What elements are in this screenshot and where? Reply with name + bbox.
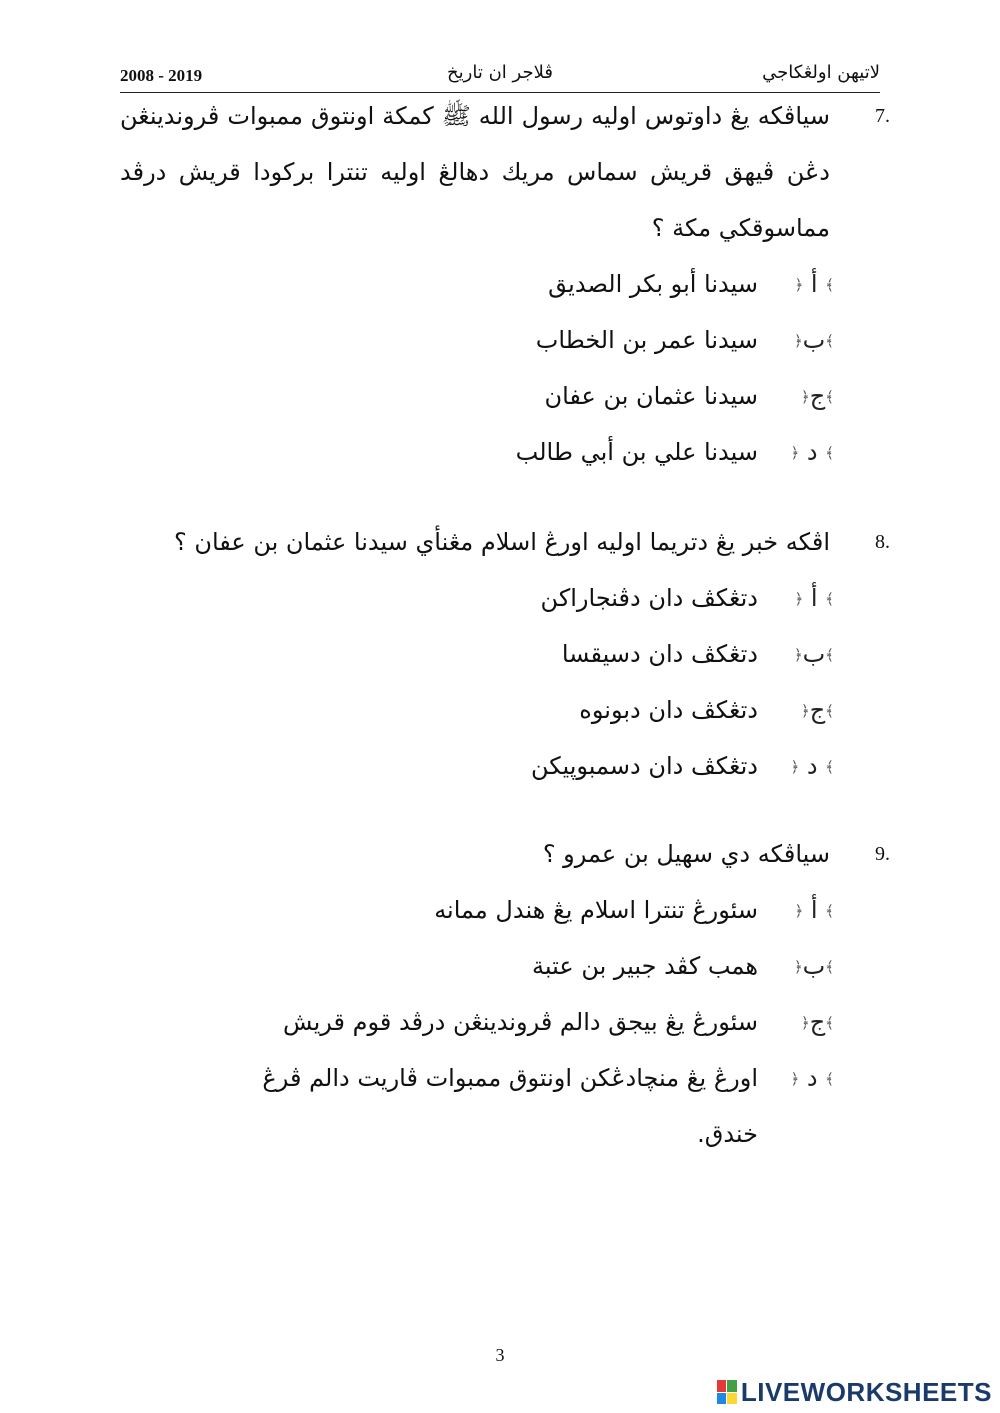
option-label: ﴾ج﴿ [800,1008,834,1036]
question-line [100,826,890,882]
option-label: ﴾ د ﴿ [790,1064,834,1092]
question-8 [100,514,890,794]
option-label: ﴾ د ﴿ [790,752,834,780]
option-text: دتڠكڤ دان دڤنجاراكن [540,584,758,612]
option-text: سئورڠ تنترا اسلام يڠ هندل ممانه [434,896,758,924]
option-label: ﴾ج﴿ [800,382,834,410]
option-b[interactable] [100,312,890,368]
option-label: ﴾ج﴿ [800,696,834,724]
question-number: 7. [875,105,890,127]
option-b[interactable] [100,626,890,682]
option-text: سيدنا أبو بكر الصديق [548,270,758,298]
header-subject: ڤلاجر ان تاريخ [447,62,553,83]
option-text: سئورڠ يڠ بيجق دالم ڤروندينڠن درڤد قوم قريش [282,1008,758,1036]
liveworksheets-logo-icon [717,1380,737,1404]
watermark-text: LIVEWORKSHEETS [740,1376,992,1407]
option-text: سيدنا عثمان بن عفان [544,382,758,410]
option-b[interactable] [100,938,890,994]
option-d[interactable] [100,1050,890,1106]
option-text: دتڠكڤ دان دسيقسا [561,640,758,668]
liveworksheets-watermark [717,1377,992,1407]
option-label: ﴾ أ ﴿ [794,896,834,924]
question-text: دڠن ڤيهق قريش سماس مريك دهالڠ اوليه تنترا بركودا قريش درڤد [120,158,830,186]
logo-square-yellow [727,1393,737,1405]
option-label: ﴾ب﴿ [793,326,834,354]
option-text: خندق. [697,1120,758,1148]
option-d[interactable] [100,424,890,480]
option-c[interactable] [100,994,890,1050]
question-7 [100,88,890,480]
question-line [100,144,890,200]
question-number: 9. [875,843,890,865]
option-label: ﴾ د ﴿ [790,438,834,466]
header-years: 2008 - 2019 [120,66,203,85]
option-c[interactable] [100,682,890,738]
option-a[interactable] [100,570,890,626]
option-d[interactable] [100,738,890,794]
option-text: سيدنا علي بن أبي طالب [515,438,758,466]
question-line [100,200,890,256]
option-text: سيدنا عمر بن الخطاب [535,326,758,354]
question-line [100,514,890,570]
option-label: ﴾ أ ﴿ [794,584,834,612]
option-a[interactable] [100,256,890,312]
logo-square-green [727,1380,737,1392]
question-text: اڤكه خبر يڠ دتريما اوليه اورڠ اسلام مڠنأي سيدنا عثمان بن عفان ؟ [173,528,830,556]
option-c[interactable] [100,368,890,424]
page-number: 3 [495,1345,505,1365]
option-label: ﴾ب﴿ [793,952,834,980]
logo-square-blue [717,1393,727,1405]
option-text: همب كڤد جبير بن عتبة [532,952,758,980]
option-text: دتڠكڤ دان دسمبوڽيکن [530,752,758,780]
option-label: ﴾ أ ﴿ [794,270,834,298]
ornament-open: ﴾ [825,276,834,294]
question-number: 8. [875,531,890,553]
header-title: لاتيهن اولڠكاجي [762,62,880,83]
question-text: سياڤكه يڠ داوتوس اوليه رسول الله ﷺ كمكة اونتوق ممبوات ڤروندينڠن [120,102,830,130]
option-label: ﴾ب﴿ [793,640,834,668]
logo-square-red [717,1380,727,1392]
option-text: اورڠ يڠ منچادڠكن اونتوق ممبوات ڤاريت دالم ڤرڠ [262,1064,758,1092]
ornament-close: ﴿ [794,276,804,294]
option-text: دتڠكڤ دان دبونوه [579,696,758,724]
question-text: مماسوقکي مكة ؟ [651,214,830,242]
option-a[interactable] [100,882,890,938]
option-d-continuation [100,1106,890,1162]
question-line [100,88,890,144]
question-9 [100,826,890,1162]
question-text: سياڤكه دي سهيل بن عمرو ؟ [542,840,830,868]
